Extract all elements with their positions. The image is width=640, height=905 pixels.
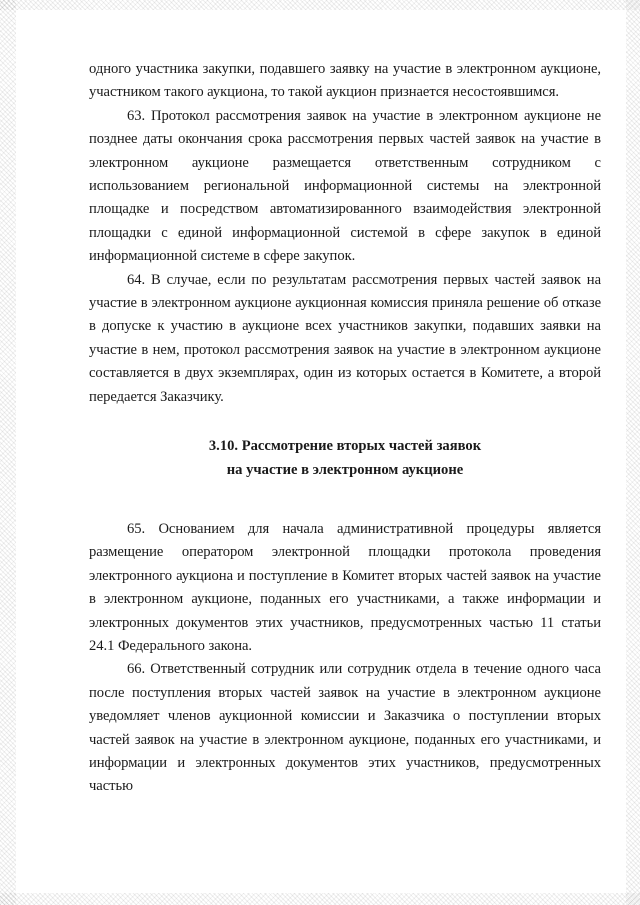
scan-edge-bottom xyxy=(0,893,640,905)
paragraph-65: 65. Основанием для начала административной процедуры является размещение оператором электронной площадки протокола проведения электронного аукциона и поступление в Комитет вторых частей заявок на участие в электронном аукционе, поданных его участниками, а также информации и электронных документов этих участников, предусмотренных частью 11 статьи 24.1 Федерального закона. xyxy=(89,520,601,654)
scan-edge-left xyxy=(0,0,16,905)
section-heading-line-2: на участие в электронном аукционе xyxy=(226,461,464,478)
section-heading-line-1: 3.10. Рассмотрение вторых частей заявок xyxy=(208,438,482,455)
paragraph-64: 64. В случае, если по результатам рассмотрения первых частей заявок на участие в электронном аукционе аукционная комиссия приняла решение об отказе в допуске к участию в аукционе всех участников закупки, подавших заявки на участие в нем, протокол рассмотрения заявок на участие в электронном аукционе составляется в двух экземплярах, один из которых остается в Комитете, а второй передается Заказчику. xyxy=(89,271,601,405)
document-page xyxy=(89,58,601,799)
section-heading xyxy=(89,435,601,482)
paragraph-66: 66. Ответственный сотрудник или сотрудник отдела в течение одного часа после поступления вторых частей заявок на участие в электронном аукционе уведомляет членов аукционной комиссии и Заказчика о поступлении вторых частей заявок на участие в электронном аукционе, поданных его участниками, и информации и электронных документов этих участников, предусмотренных частью xyxy=(89,661,601,795)
paragraph-continuation: одного участника закупки, подавшего заявку на участие в электронном аукционе, участником такого аукциона, то такой аукцион признается несостоявшимся. xyxy=(89,61,601,101)
scan-edge-top xyxy=(0,0,640,10)
paragraph-63: 63. Протокол рассмотрения заявок на участие в электронном аукционе не позднее даты окончания срока рассмотрения первых частей заявок на участие в электронном аукционе размещается ответственным сотрудником с использованием региональной информационной системы на электронной площадке и посредством автоматизированного взаимодействия электронной площадки с единой информационной системой в сфере закупок в единой информационной системе в сфере закупок. xyxy=(89,107,601,265)
scan-edge-right xyxy=(626,0,640,905)
